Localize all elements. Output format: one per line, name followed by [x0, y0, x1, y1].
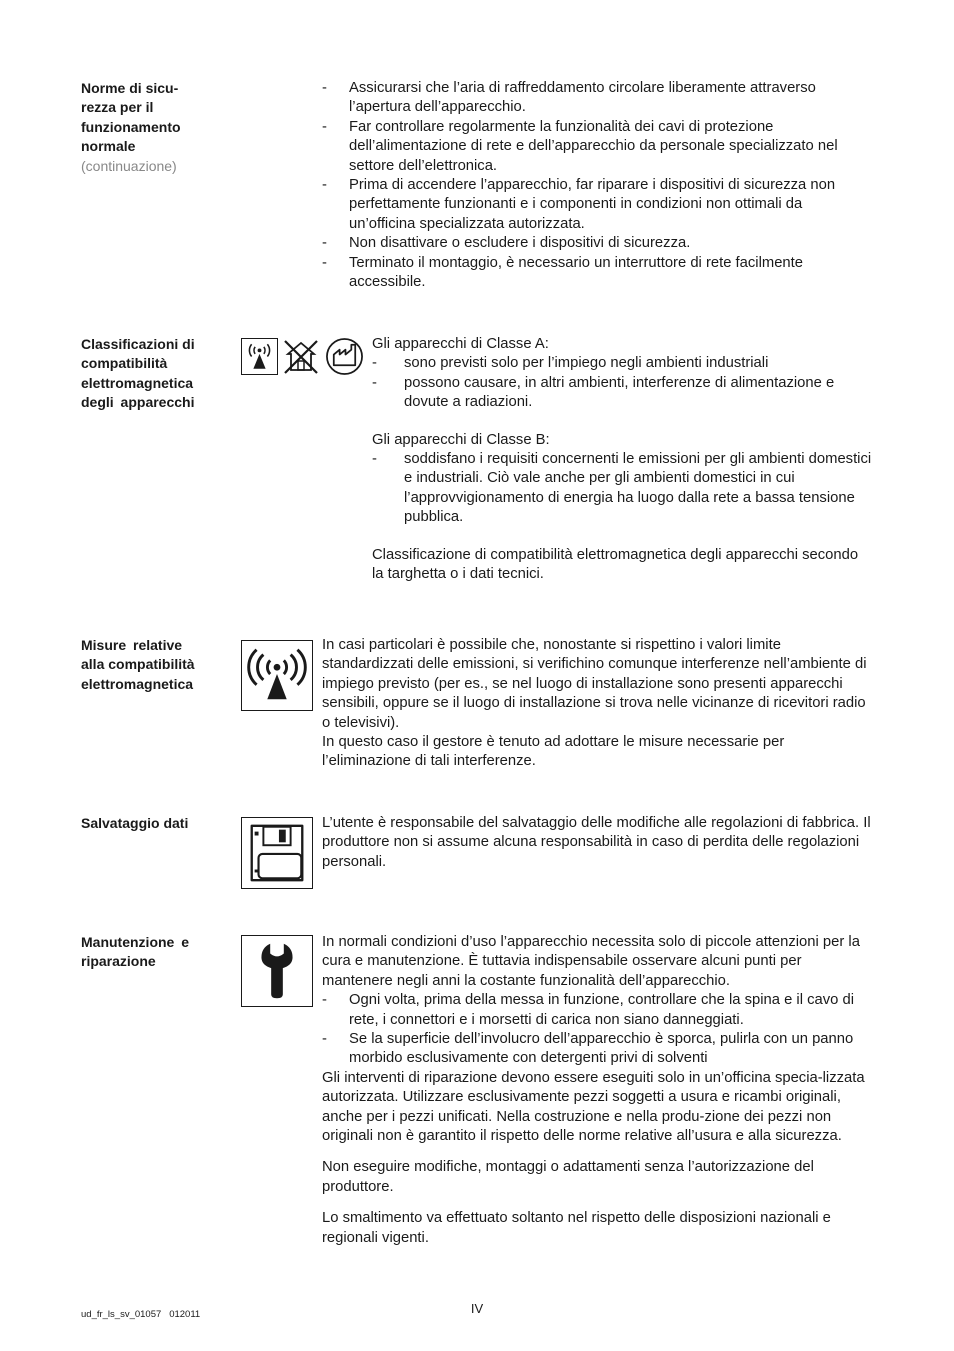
heading-line: degli apparecchi — [81, 394, 195, 411]
continuation-label: (continuazione) — [81, 157, 177, 174]
list-item: - soddisfano i requisiti concernenti le emissioni per gli ambienti domestici e industriali. Ciò vale anche per gli ambienti domestici in cui l’approvvigionamento di energia ha luogo dalla rete a bassa tensione pubblica. — [372, 450, 872, 528]
floppy-disk-icon — [241, 817, 313, 889]
salvataggio-paragraph: L’utente è responsabile del salvataggio delle modifiche alle regolazioni di fabbrica. Il produttore non si assume alcuna responsabilità in caso di perdita delle regolazioni personali. — [322, 815, 871, 870]
list-item: - sono previsti solo per l’impiego negli ambienti industriali — [372, 354, 872, 373]
heading-line: compatibilità — [81, 355, 168, 372]
list-item: - Far controllare regolarmente la funzionalità dei cavi di protezione dell’alimentazione di rete e dell’apparecchio da personale specializzato nel settore dell’elettronica. — [322, 118, 867, 176]
norme-list-block — [322, 79, 867, 292]
misure-paragraph: In questo caso il gestore è tenuto ad adottare le misure necessarie per l’eliminazione di tali interferenze. — [322, 734, 785, 770]
heading-salvataggio-dati — [81, 814, 221, 833]
heading-line: Salvataggio dati — [81, 815, 189, 831]
no-modifications-paragraph: Non eseguire modifiche, montaggi o adattamenti senza l’autorizzazione del produttore. — [322, 1159, 814, 1195]
list-item: - Non disattivare o escludere i dispositivi di sicurezza. — [322, 234, 867, 253]
heading-manutenzione — [81, 933, 221, 972]
heading-line: elettromagnetica — [81, 675, 194, 692]
heading-norme-sicurezza — [81, 79, 221, 176]
repair-paragraph: Gli interventi di riparazione devono essere eseguiti solo in un’officina specia-lizzata autorizzata. Utilizzare esclusivamente pezzi soggetti a usura e ricambi originali, anche per i pezzi unificati. Nella costruzione e nella produ-zione dei pezzi non originali non è garantito il rispetto delle norme relative all’usura e alla sicurezza. — [322, 1069, 865, 1145]
document-code: ud_fr_ls_sv_01057 012011 — [81, 1309, 201, 1320]
classificazioni-text-block — [372, 335, 872, 584]
page-number: IV — [470, 1301, 484, 1316]
heading-line: Manutenzione e — [81, 934, 190, 950]
heading-line: elettromagnetica — [81, 374, 194, 391]
class-b-title: Gli apparecchi di Classe B: — [372, 431, 550, 448]
list-item: - Prima di accendere l’apparecchio, far riparare i dispositivi di sicurezza non perfettamente funzionanti e i componenti in condizioni non ottimali da un’officina specializzata autorizzata. — [322, 176, 867, 234]
manutenzione-intro: In normali condizioni d’uso l’apparecchio necessita solo di piccole attenzioni per la cura e manutenzione. È tuttavia indispensabile osservare alcuni punti per mantenere negli anni la costante funzionalità dell’apparecchio. — [322, 934, 860, 989]
list-item: - Assicurarsi che l’aria di raffreddamento circolare liberamente attraverso l’apertura dell’apparecchio. — [322, 79, 867, 118]
heading-line: riparazione — [81, 953, 156, 970]
classification-note: Classificazione di compatibilità elettromagnetica degli apparecchi secondo la targhetta o i dati tecnici. — [372, 546, 859, 583]
heading-line: Classificazioni di — [81, 336, 195, 352]
heading-line: rezza per il — [81, 99, 154, 116]
radiation-warning-icon — [241, 338, 278, 375]
heading-line: Norme di sicu- — [81, 80, 179, 96]
radiation-warning-icon — [241, 640, 313, 711]
disposal-paragraph: Lo smaltimento va effettuato soltanto nel rispetto delle disposizioni nazionali e regionali vigenti. — [322, 1210, 831, 1246]
crossed-house-icon — [281, 337, 321, 377]
heading-line: normale — [81, 138, 136, 155]
list-item: - Ogni volta, prima della messa in funzione, controllare che la spina e il cavo di rete, i connettori e i morsetti di carica non siano danneggiati. — [322, 991, 874, 1030]
class-a-title: Gli apparecchi di Classe A: — [372, 336, 549, 352]
heading-line: Misure relative — [81, 637, 183, 653]
heading-line: funzionamento — [81, 118, 181, 135]
list-item: - Terminato il montaggio, è necessario un interruttore di rete facilmente accessibile. — [322, 254, 867, 293]
misure-text-block — [322, 636, 874, 772]
list-item: - possono causare, in altri ambienti, interferenze di alimentazione e dovute a radiazioni. — [372, 374, 872, 413]
misure-paragraph: In casi particolari è possibile che, nonostante si rispettino i valori limite standardizzati delle emissioni, si verifichino comunque interferenze nell’ambiente di impiego previsto (per es., se nel luogo di installazione sono presenti apparecchi sensibili, oppure se il luogo di installazione si trova nelle vicinanze di ricevitori radio o televisivi). — [322, 637, 867, 731]
wrench-icon — [241, 935, 313, 1007]
factory-icon — [325, 337, 364, 376]
list-item: - Se la superficie dell’involucro dell’apparecchio è sporca, pulirla con un panno morbido esclusivamente con detergenti privi di solventi — [322, 1030, 874, 1069]
salvataggio-text-block — [322, 814, 877, 872]
heading-classificazioni — [81, 335, 221, 413]
manutenzione-text-block — [322, 933, 874, 1248]
heading-misure-emc — [81, 636, 221, 694]
heading-line: alla compatibilità — [81, 656, 195, 673]
